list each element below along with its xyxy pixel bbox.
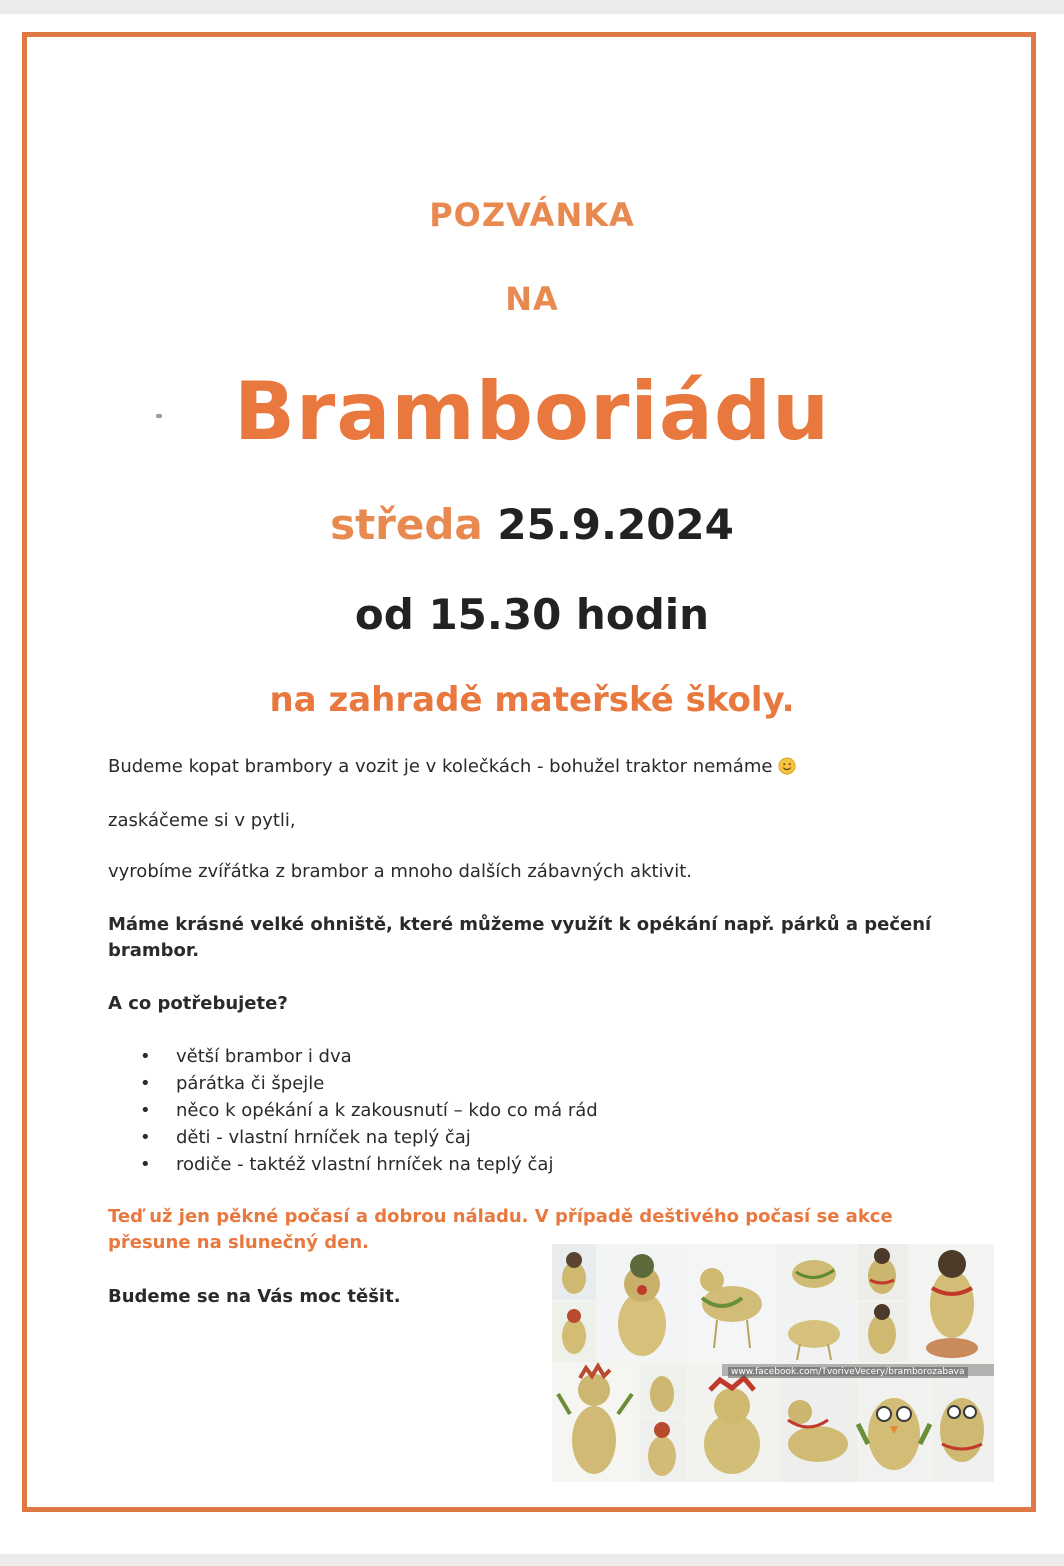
list-item bbox=[140, 1151, 598, 1178]
list-item-text: děti - vlastní hrníček na teplý čaj bbox=[176, 1127, 471, 1148]
bullet: • bbox=[140, 1154, 151, 1175]
event-time: od 15.30 hodin bbox=[354, 590, 710, 639]
collage-image bbox=[552, 1244, 994, 1482]
list-item-text: rodiče - taktéž vlastní hrníček na teplý čaj bbox=[176, 1154, 554, 1175]
weather-note: Teď už jen pěkné počasí a dobrou náladu. V případě deštivého počasí se akce přesune na slunečný den. bbox=[108, 1206, 893, 1253]
paragraph-digging bbox=[108, 754, 958, 780]
event-name: Bramboriádu bbox=[233, 365, 831, 458]
paragraph-animals: vyrobíme zvířátka z brambor a mnoho dalších zábavných aktivit. bbox=[108, 861, 692, 882]
list-item bbox=[140, 1043, 598, 1070]
bullet: • bbox=[140, 1046, 151, 1067]
title-na: NA bbox=[505, 280, 559, 318]
list-item-text: větší brambor i dva bbox=[176, 1046, 352, 1067]
paragraph-sack-race: zaskáčeme si v pytli, bbox=[108, 810, 296, 831]
what-you-need-heading: A co potřebujete? bbox=[108, 993, 288, 1014]
potato-animals-photo-collage bbox=[552, 1244, 994, 1482]
list-item bbox=[140, 1070, 598, 1097]
closing-line: Budeme se na Vás moc těšit. bbox=[108, 1286, 401, 1307]
title-invitation: POZVÁNKA bbox=[429, 196, 635, 234]
paragraph-digging-text: Budeme kopat brambory a vozit je v kolečkách - bohužel traktor nemáme bbox=[108, 756, 773, 777]
event-weekday: středa bbox=[330, 500, 483, 549]
list-item-text: párátka či špejle bbox=[176, 1073, 325, 1094]
list-item-text: něco k opékání a k zakousnutí – kdo co má rád bbox=[176, 1100, 598, 1121]
event-place: na zahradě mateřské školy. bbox=[269, 680, 795, 720]
bullet: • bbox=[140, 1073, 151, 1094]
event-date bbox=[0, 500, 1064, 549]
needs-list bbox=[140, 1043, 598, 1178]
smiling-face-icon bbox=[778, 757, 796, 775]
collage-watermark: www.facebook.com/TvoriveVecery/bramborozabava bbox=[728, 1367, 968, 1378]
list-item bbox=[140, 1097, 598, 1124]
bullet: • bbox=[140, 1127, 151, 1148]
list-item bbox=[140, 1124, 598, 1151]
paragraph-firepit: Máme krásné velké ohniště, které můžeme využít k opékání např. párků a pečení brambor. bbox=[108, 914, 932, 961]
bullet: • bbox=[140, 1100, 151, 1121]
event-date-value: 25.9.2024 bbox=[497, 500, 734, 549]
